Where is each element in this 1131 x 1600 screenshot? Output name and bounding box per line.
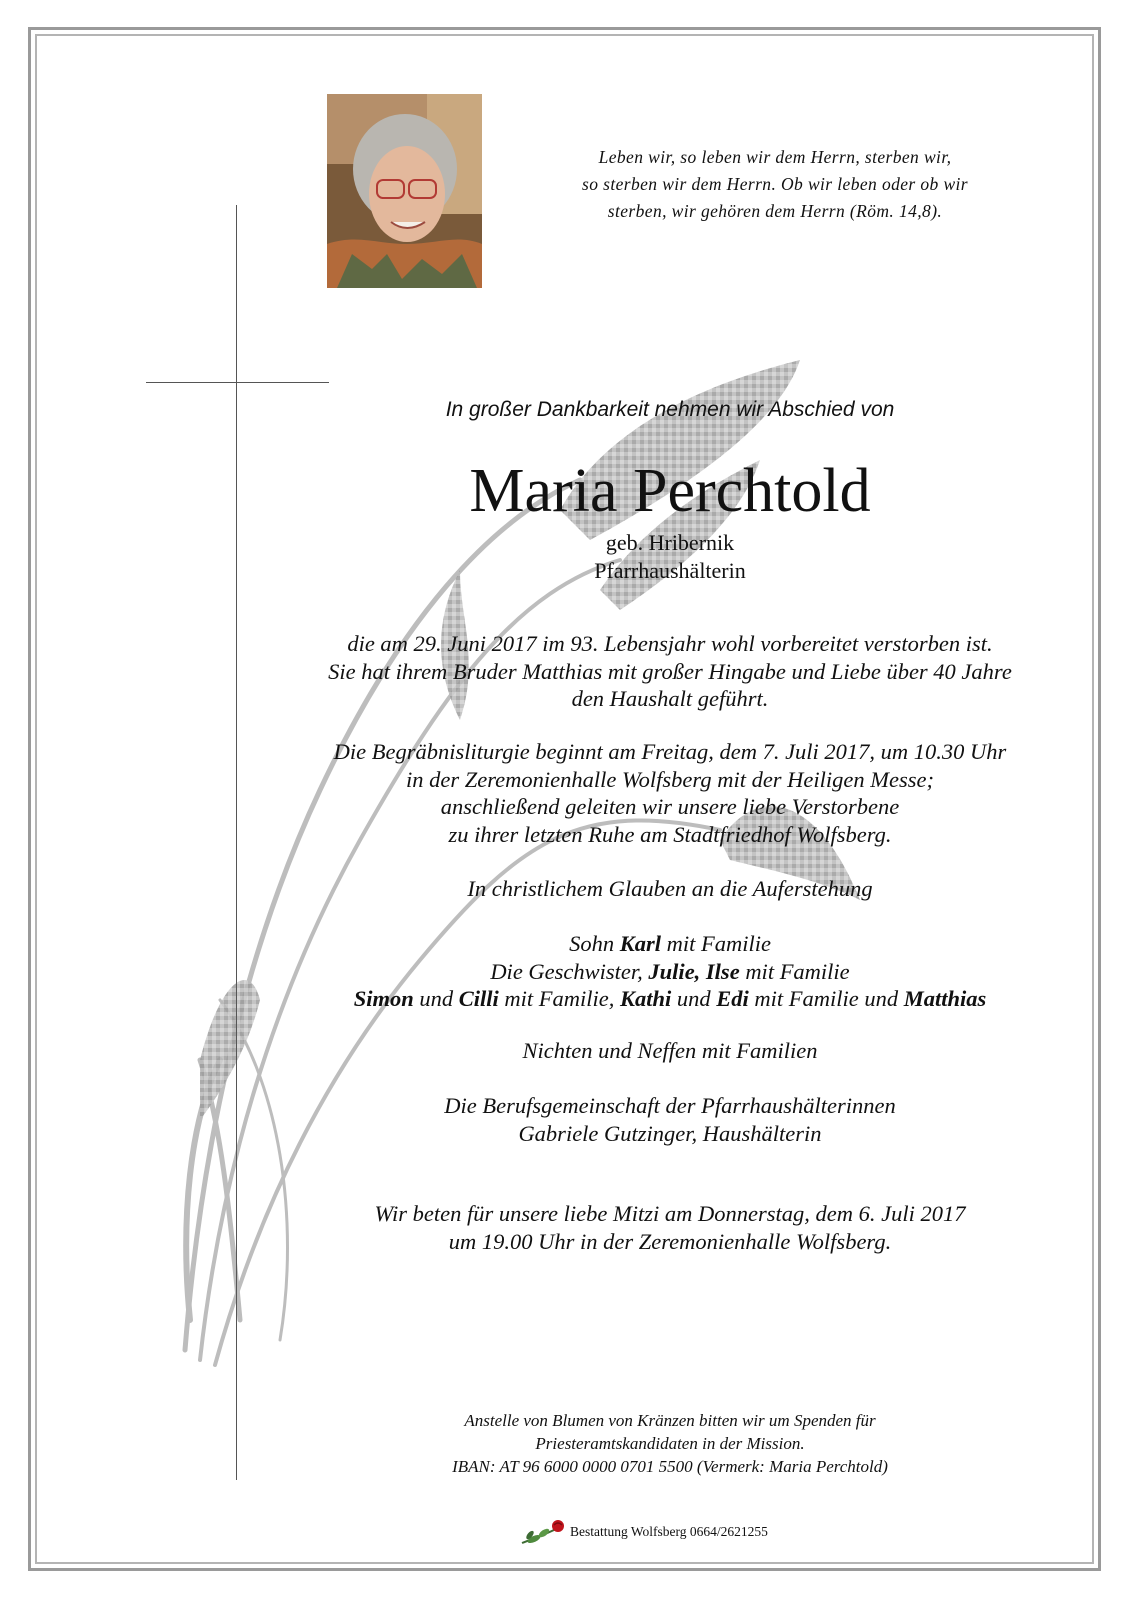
text: und xyxy=(413,986,459,1011)
deceased-name: Maria Perchtold xyxy=(469,457,871,525)
text: mit Familie xyxy=(660,931,771,956)
nieces-line xyxy=(270,1037,1070,1065)
text: und xyxy=(671,986,717,1011)
verse-line: sterben, wir gehören dem Herrn (Röm. 14,8). xyxy=(607,201,943,221)
text-line: Priesteramtskandidaten in der Mission. xyxy=(535,1434,805,1453)
intro-line: In großer Dankbarkeit nehmen wir Abschied von xyxy=(445,398,895,421)
mourner-name: Edi xyxy=(716,986,749,1011)
text-line: Die Begräbnisliturgie beginnt am Freitag, dem 7. Juli 2017, um 10.30 Uhr xyxy=(333,739,1007,764)
footer-text: Bestattung Wolfsberg 0664/2621255 xyxy=(570,1524,768,1539)
text-line: In christlichem Glauben an die Auferstehung xyxy=(467,876,873,901)
text: Sohn xyxy=(569,931,620,956)
text-line: anschließend geleiten wir unsere liebe Verstorbene xyxy=(440,794,900,819)
text-line: Die Berufsgemeinschaft der Pfarrhaushälterinnen xyxy=(444,1093,896,1118)
text: mit Familie xyxy=(739,958,850,984)
donation-note xyxy=(370,1409,970,1478)
text-line: Sie hat ihrem Bruder Matthias mit großer Hingabe und Liebe über 40 Jahre xyxy=(328,658,1012,684)
verse-line: Leben wir, so leben wir dem Herrn, sterben wir, xyxy=(598,147,952,167)
mourner-name: Kathi xyxy=(619,986,672,1011)
funeral-details xyxy=(270,738,1070,848)
mourners-list xyxy=(270,930,1070,1013)
text-line: Gabriele Gutzinger, Haushälterin xyxy=(518,1120,822,1146)
portrait-photo xyxy=(327,94,482,288)
text-line: in der Zeremonienhalle Wolfsberg mit der Heiligen Messe; xyxy=(405,766,935,792)
mourner-line xyxy=(270,985,1070,1013)
text: mit Familie und xyxy=(748,986,904,1011)
text-line: den Haushalt geführt. xyxy=(571,686,769,711)
rose-icon xyxy=(520,1517,566,1547)
cross-vertical xyxy=(236,205,237,1480)
mourner-line xyxy=(270,958,1070,986)
text: mit Familie, xyxy=(498,986,620,1011)
text-line: um 19.00 Uhr in der Zeremonienhalle Wolfsberg. xyxy=(448,1228,892,1254)
text-line: Nichten und Neffen mit Familien xyxy=(522,1038,818,1063)
death-notice-text xyxy=(270,630,1070,713)
community-block xyxy=(270,1092,1070,1147)
verse-line: so sterben wir dem Herrn. Ob wir leben oder ob wir xyxy=(581,174,969,194)
mourner-name: Cilli xyxy=(458,986,499,1011)
funeral-home-footer xyxy=(520,1517,800,1547)
text-line: Anstelle von Blumen von Kränzen bitten wir um Spenden für xyxy=(464,1411,876,1430)
prayer-block xyxy=(270,1200,1070,1255)
mourner-name: Matthias xyxy=(903,986,987,1011)
mourner-name: Simon xyxy=(353,986,414,1011)
text-line: die am 29. Juni 2017 im 93. Lebensjahr wohl vorbereitet verstorben ist. xyxy=(347,631,993,656)
bible-verse xyxy=(555,144,995,225)
mourner-name: Karl xyxy=(619,931,661,956)
text-line: Wir beten für unsere liebe Mitzi am Donnerstag, dem 6. Juli 2017 xyxy=(374,1201,966,1226)
faith-line xyxy=(270,875,1070,903)
mourner-name: Julie, Ilse xyxy=(648,958,740,984)
birth-name: geb. Hribernik xyxy=(605,530,735,555)
mourner-line xyxy=(270,930,1070,958)
profession: Pfarrhaushälterin xyxy=(594,558,746,583)
text: Die Geschwister, xyxy=(490,958,649,984)
text-line: zu ihrer letzten Ruhe am Stadtfriedhof Wolfsberg. xyxy=(448,821,892,847)
text-line: IBAN: AT 96 6000 0000 0701 5500 (Vermerk: Maria Perchtold) xyxy=(452,1457,888,1476)
cross-horizontal xyxy=(146,382,329,383)
